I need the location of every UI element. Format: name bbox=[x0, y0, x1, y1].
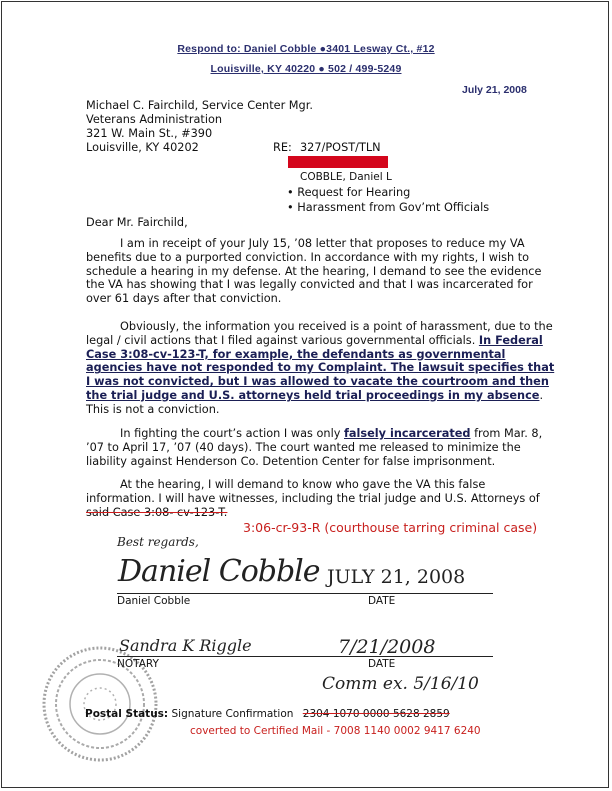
redaction-bar bbox=[288, 156, 388, 168]
paragraph-1-text: I am in receipt of your July 15, ’08 letter that proposes to reduce my VA benefits due to a purported conviction. In accordance with my rights, I wish to schedule a hearing in my defense. At the hearing, I demand to see the evidence the VA has showing that I was legally convicted and that I was incarcerated for over 61 days after that conviction. bbox=[86, 237, 542, 306]
commission-expiry: Comm ex. 5/16/10 bbox=[322, 674, 479, 694]
notary-label: NOTARY bbox=[117, 658, 159, 670]
re-item-text: Request for Hearing bbox=[297, 186, 411, 199]
signature-date-handwritten: JULY 21, 2008 bbox=[327, 566, 466, 588]
paragraph-4-text: At the hearing, I will demand to know who gave the VA this false information. I will have witnesses, including the trial judge and U.S. Attorneys of bbox=[86, 478, 540, 505]
re-item: • Request for Hearing bbox=[287, 186, 411, 199]
re-item-text: Harassment from Gov’mt Officials bbox=[297, 201, 490, 214]
signature-line bbox=[117, 593, 493, 594]
notary-seal bbox=[38, 642, 162, 766]
paragraph-1 bbox=[86, 237, 556, 306]
respond-to-line: Respond to: Daniel Cobble ●3401 Lesway Ct., #12 bbox=[177, 43, 435, 55]
re-value: 327/POST/TLN bbox=[300, 141, 381, 154]
closing: Best regards, bbox=[117, 535, 199, 549]
paragraph-2-end: . This is not a conviction. bbox=[86, 388, 544, 416]
salutation: Dear Mr. Fairchild, bbox=[86, 216, 188, 229]
paragraph-3-end: from Mar. 8, ’07 to April 17, ’07 (40 days). The court wanted me released to minimize the liability against Henderson Co. Detention Center for false imprisonment. bbox=[86, 427, 543, 468]
paragraph-3-text: In fighting the court’s action I was only bbox=[120, 427, 341, 440]
recipient-city: Louisville, KY 40202 bbox=[86, 141, 199, 154]
re-name: COBBLE, Daniel L bbox=[300, 171, 392, 183]
certified-mail-note: coverted to Certified Mail - 7008 1140 0002 9417 6240 bbox=[190, 725, 481, 737]
struck-case-number: said Case 3:08- cv-123-T. bbox=[86, 505, 228, 519]
struck-tracking-number: 2304 1070 0000 5628 2859 bbox=[302, 708, 450, 720]
notary-signature-handwritten: Sandra K Riggle bbox=[119, 636, 252, 655]
signature-handwritten: Daniel Cobble bbox=[118, 554, 320, 589]
notary-date-handwritten: 7/21/2008 bbox=[338, 636, 436, 658]
paragraph-2-emphasis: In Federal Case 3:08-cv-123-T, for example, the defendants as governmental agencies have not responded to my Complaint. The lawsuit specifies that I was not convicted, but I was allowed to vacate the courtroom and then the trial judge and U.S. attorneys held trial proceedings in my absence bbox=[86, 333, 555, 402]
inserted-case-number: 3:06-cr-93-R (courthouse tarring criminal case) bbox=[243, 520, 538, 535]
paragraph-4 bbox=[86, 478, 556, 519]
recipient-org: Veterans Administration bbox=[86, 113, 223, 126]
postal-status-value: Signature Confirmation bbox=[171, 708, 294, 720]
recipient-name: Michael C. Fairchild, Service Center Mgr. bbox=[86, 99, 313, 112]
paragraph-3 bbox=[86, 427, 556, 468]
respond-to-address: Louisville, KY 40220 ● 502 / 499-5249 bbox=[210, 63, 402, 75]
letter-date: July 21, 2008 bbox=[462, 84, 527, 96]
signature-date-label: DATE bbox=[368, 595, 396, 607]
paragraph-2-text: Obviously, the information you received is a point of harassment, due to the legal / civil actions that I filed against various governmental officials. bbox=[86, 320, 553, 347]
postal-status bbox=[85, 708, 450, 722]
paragraph-2 bbox=[86, 320, 556, 417]
re-item: • Harassment from Gov’mt Officials bbox=[287, 201, 490, 214]
postal-status-label: Postal Status: bbox=[85, 708, 169, 720]
notary-date-label: DATE bbox=[368, 658, 396, 670]
signature-name-label: Daniel Cobble bbox=[117, 595, 191, 607]
paragraph-3-emphasis: falsely incarcerated bbox=[344, 427, 471, 440]
recipient-street: 321 W. Main St., #390 bbox=[86, 127, 213, 140]
notary-line bbox=[117, 656, 493, 657]
re-label: RE: bbox=[273, 141, 292, 154]
